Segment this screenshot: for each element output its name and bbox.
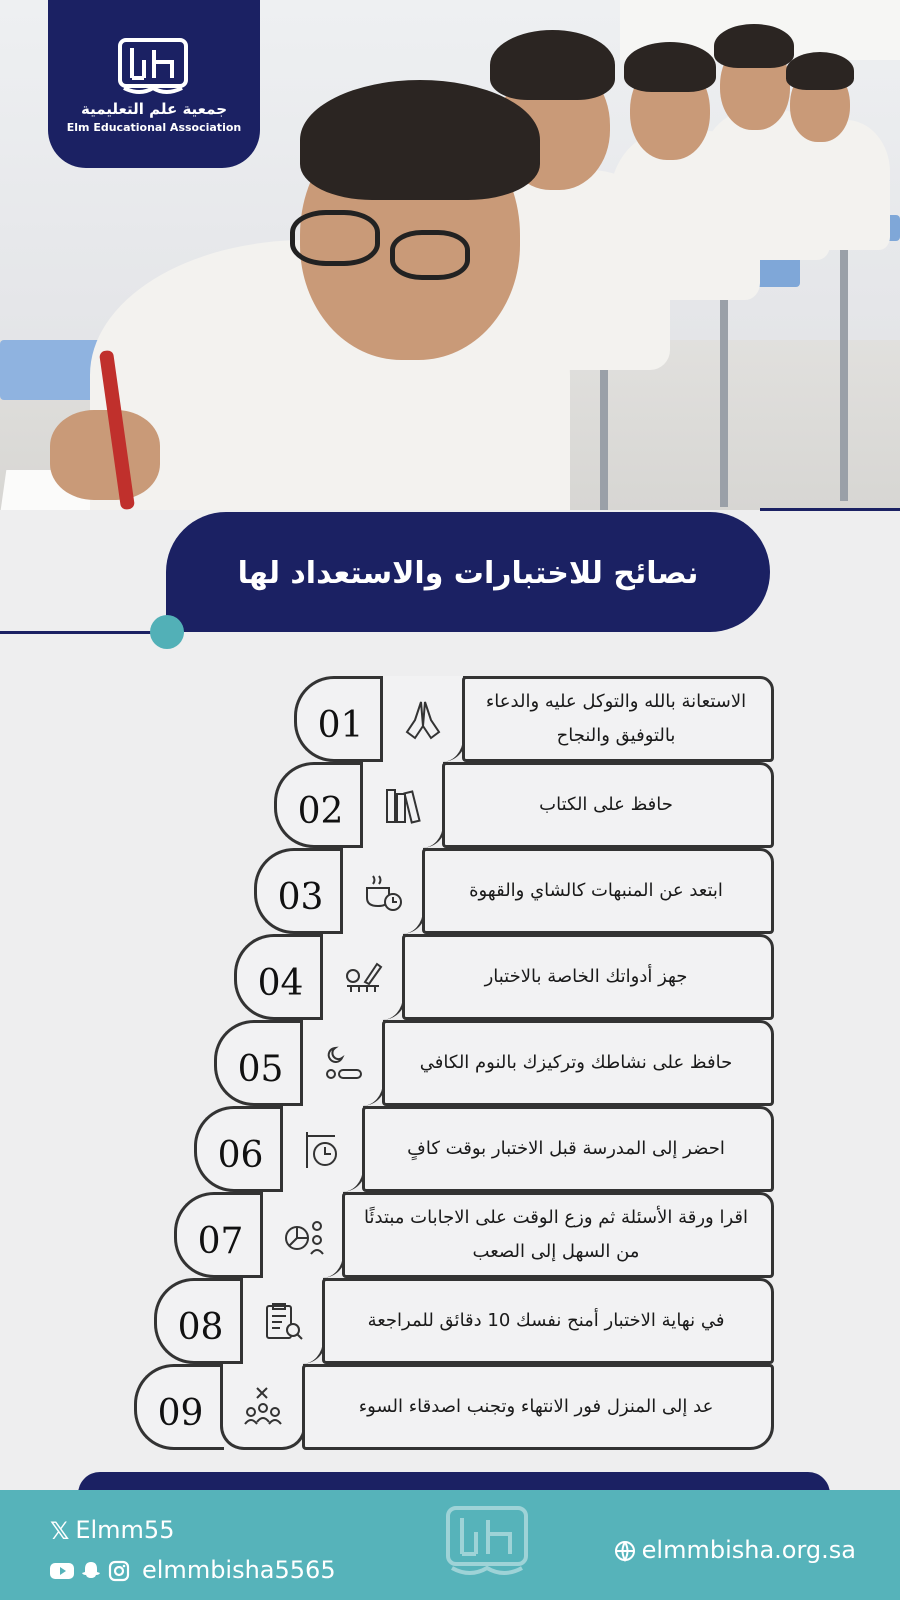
footer xyxy=(0,1490,900,1600)
step-number: 04 xyxy=(257,963,304,1004)
social-accounts[interactable] xyxy=(50,1556,336,1584)
step-text: حافظ على الكتاب xyxy=(539,794,673,815)
step-number: 05 xyxy=(237,1049,284,1090)
time-distribution-icon xyxy=(281,1214,325,1258)
x-handle-text: Elmm55 xyxy=(75,1516,175,1544)
elm-book-logo-icon xyxy=(444,1504,530,1578)
sleep-icon xyxy=(321,1042,365,1086)
step-text: في نهاية الاختبار أمنح نفسك 10 دقائق للمراجعة xyxy=(367,1310,725,1331)
page-title: نصائح للاختبارات والاستعداد لها xyxy=(237,556,699,591)
list-item xyxy=(194,1106,774,1192)
step-number: 03 xyxy=(277,877,324,918)
step-text: ابتعد عن المنبهات كالشاي والقهوة xyxy=(469,880,723,901)
website-link[interactable] xyxy=(614,1536,856,1564)
step-text: احضر إلى المدرسة قبل الاختبار بوقت كافٍ xyxy=(407,1138,725,1159)
step-text: عد إلى المنزل فور الانتهاء وتجنب اصدقاء السوء xyxy=(358,1396,714,1417)
x-account[interactable] xyxy=(50,1516,174,1545)
praying-hands-icon xyxy=(401,698,445,742)
school-clock-icon xyxy=(301,1128,345,1172)
books-icon xyxy=(381,784,425,828)
step-number: 01 xyxy=(317,705,364,746)
step-text: اقرا ورقة الأسئلة ثم وزع الوقت على الاجابات مبتدئًا من السهل إلى الصعب xyxy=(364,1207,748,1262)
list-item xyxy=(254,848,774,934)
step-number: 06 xyxy=(217,1135,264,1176)
step-number: 08 xyxy=(177,1307,224,1348)
list-item xyxy=(154,1278,774,1364)
list-item xyxy=(174,1192,774,1278)
list-item xyxy=(134,1364,774,1450)
brand-name-english: Elm Educational Association xyxy=(66,121,242,134)
list-item xyxy=(234,934,774,1020)
list-item xyxy=(214,1020,774,1106)
instagram-icon xyxy=(108,1560,130,1582)
step-text: جهز أدواتك الخاصة بالاختبار xyxy=(484,966,688,987)
website-text: elmmbisha.org.sa xyxy=(641,1536,856,1564)
youtube-icon xyxy=(50,1562,74,1580)
globe-icon xyxy=(614,1540,636,1562)
brand-name-arabic: جمعية علم التعليمية xyxy=(80,100,227,118)
step-text: حافظ على نشاطك وتركيزك بالنوم الكافي xyxy=(419,1052,733,1073)
x-icon: 𝕏 xyxy=(50,1517,70,1545)
coffee-clock-icon xyxy=(361,870,405,914)
review-clipboard-icon xyxy=(261,1300,305,1344)
step-text: الاستعانة بالله والتوكل عليه والدعاء بالتوفيق والنجاح xyxy=(485,691,747,746)
stationery-icon xyxy=(341,956,385,1000)
snapchat-icon xyxy=(80,1560,102,1582)
step-number: 09 xyxy=(157,1393,204,1434)
step-number: 07 xyxy=(197,1221,244,1262)
social-handle-text: elmmbisha5565 xyxy=(142,1556,336,1584)
list-item xyxy=(274,762,774,848)
list-item xyxy=(294,676,774,762)
step-number: 02 xyxy=(297,791,344,832)
avoid-friends-icon xyxy=(241,1386,285,1430)
